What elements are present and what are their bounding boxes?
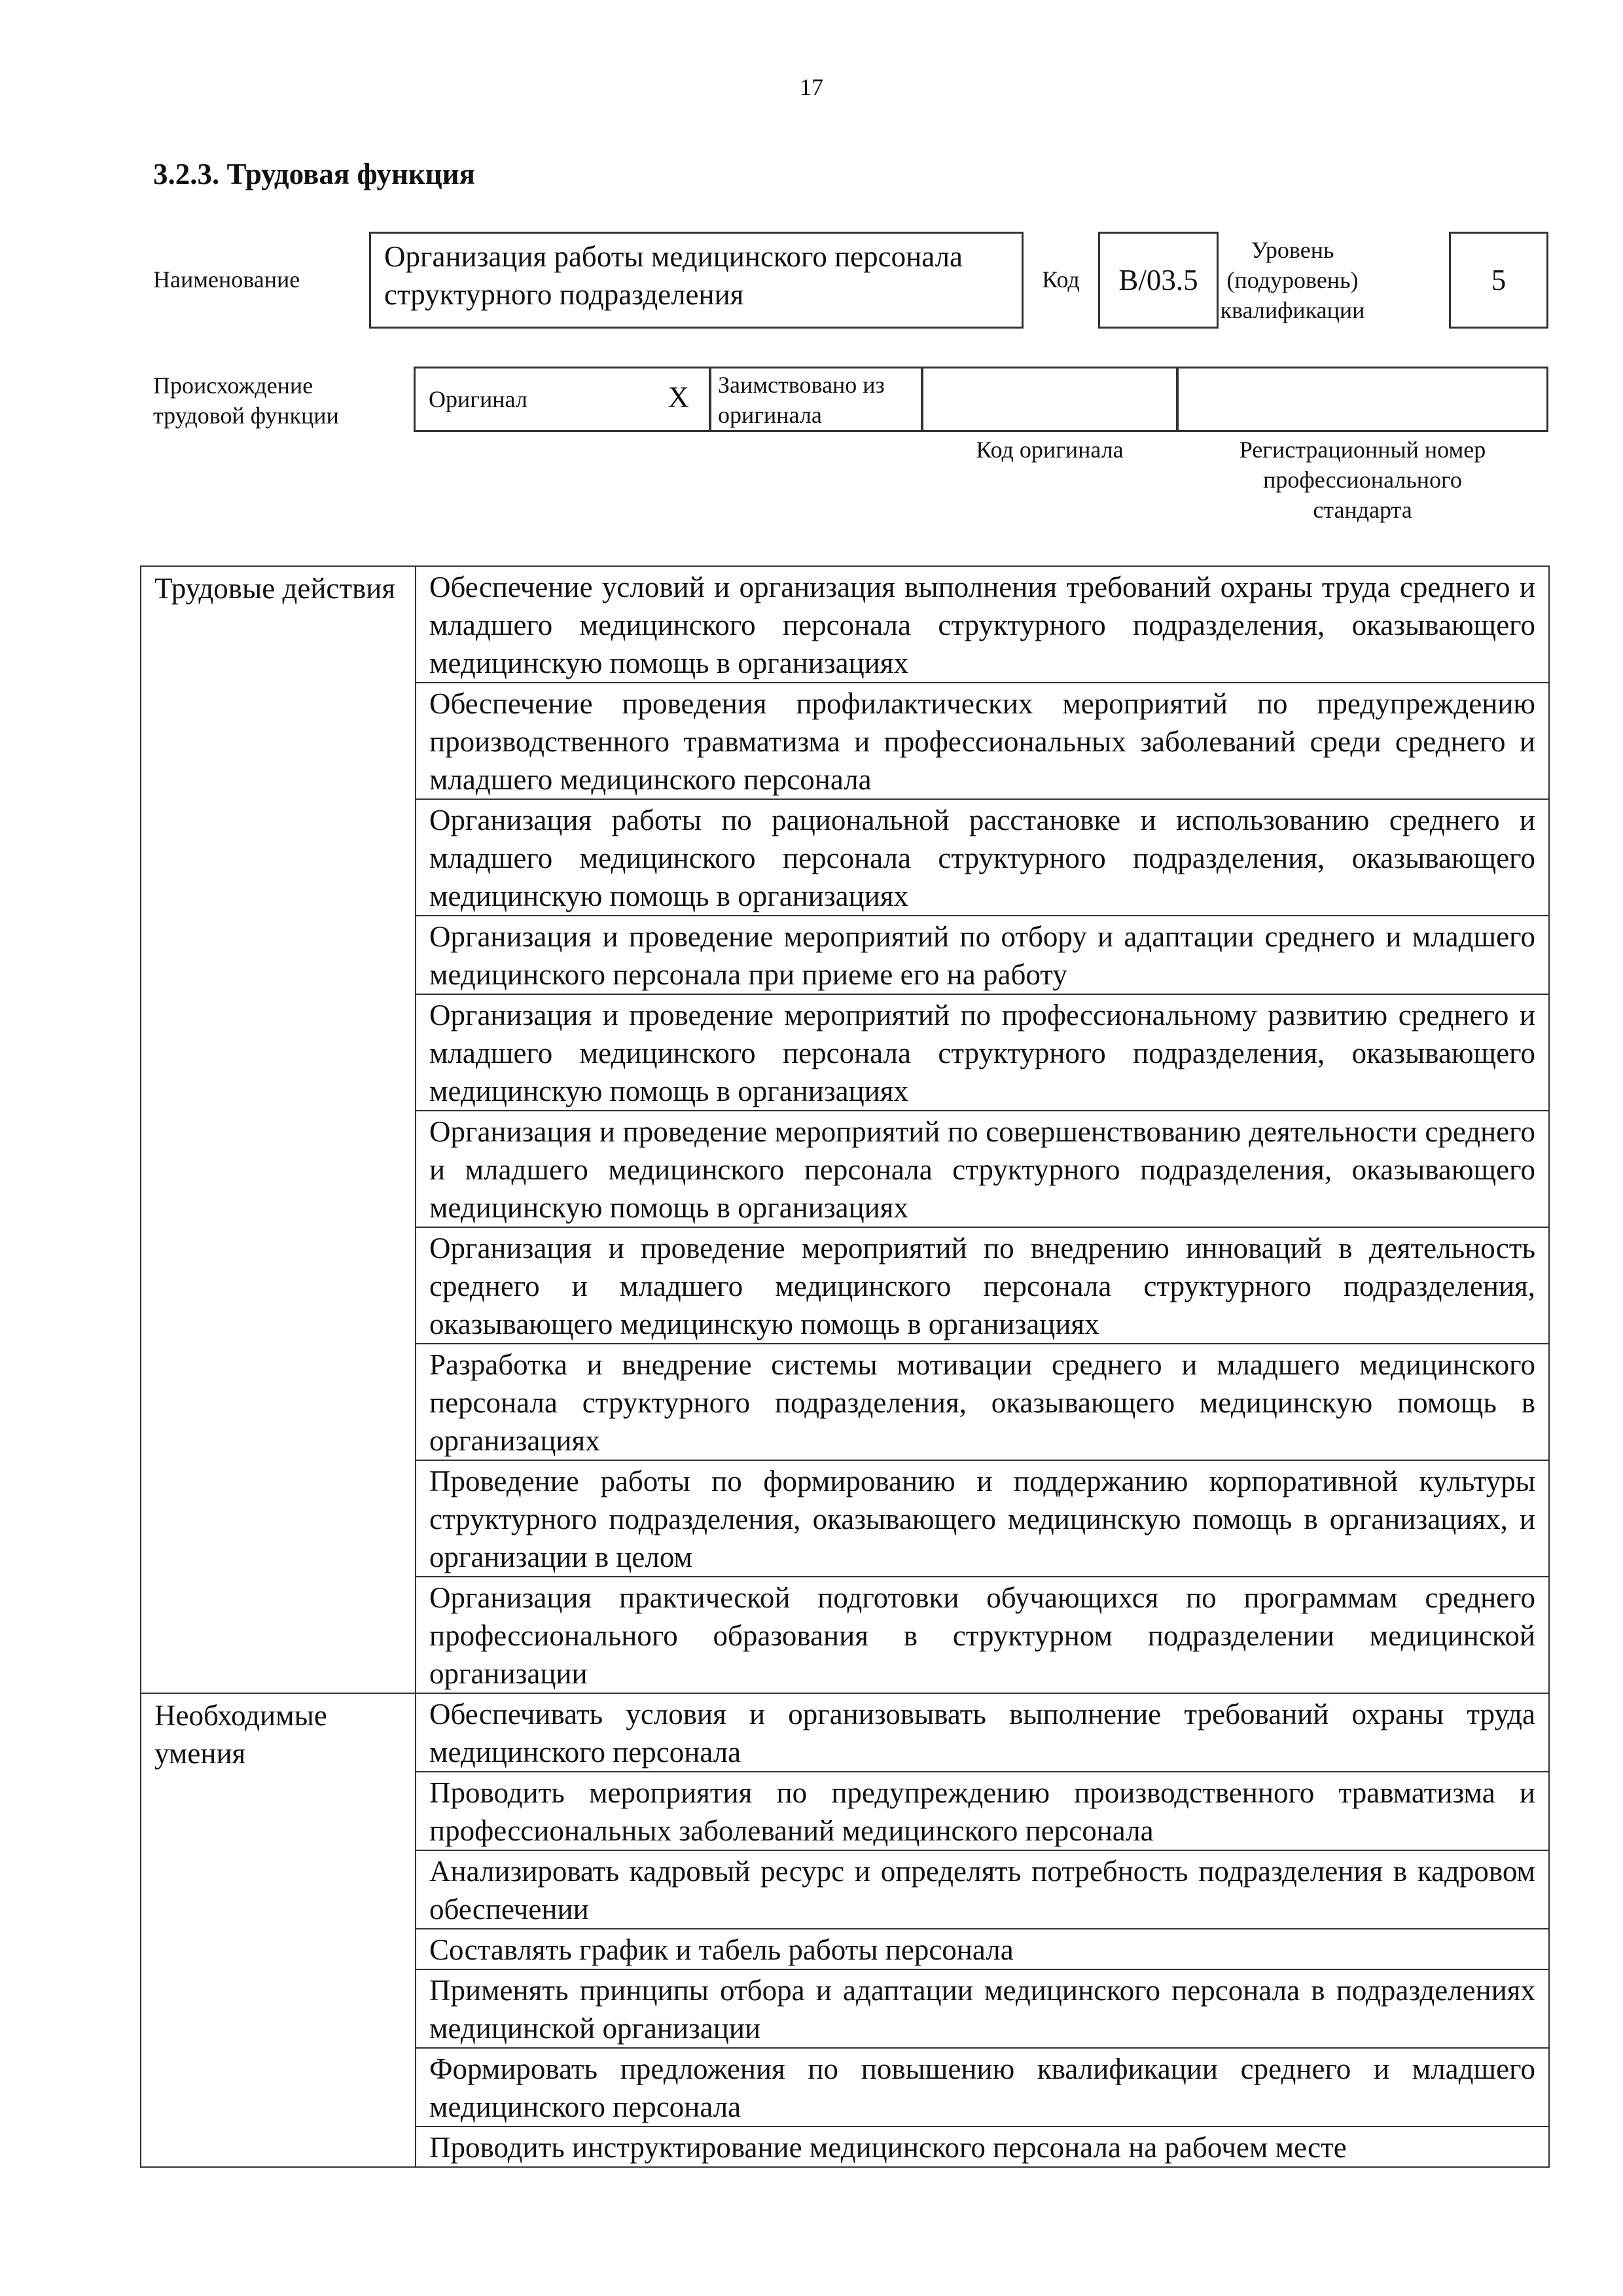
table-row [141,566,1549,683]
level-value: 5 [1491,264,1507,296]
original-cell [414,367,711,432]
borrowed-label: Заимствовано из оригинала [718,372,885,428]
labor-function-table [140,565,1550,2168]
labor-actions-item: Организация и проведение мероприятий по совершенствованию деятельности среднего и младшего медицинского персонала структурного подразделения, оказывающего медицинскую помощь в организациях [416,1111,1549,1227]
labor-actions-item: Разработка и внедрение системы мотивации среднего и младшего медицинского персонала структурного подразделения, оказывающего медицинскую помощь в организациях [416,1344,1549,1460]
required-skills-label: Необходимые умения [141,1693,416,2167]
borrowed-cell [709,367,923,432]
level-label-text: Уровень (подуровень) квалификации [1220,237,1365,323]
required-skills-item: Обеспечивать условия и организовывать выполнение требований охраны труда медицинского персонала [416,1693,1549,1772]
level-value-box [1449,232,1548,329]
name-label: Наименование [153,266,300,293]
section-title: 3.2.3. Трудовая функция [153,158,476,190]
page-number: 17 [800,74,823,100]
labor-actions-item: Организация и проведение мероприятий по профессиональному развитию среднего и младшего медицинского персонала структурного подразделения, оказывающего медицинскую помощь в организациях [416,994,1549,1111]
labor-actions-item: Проведение работы по формированию и поддержанию корпоративной культуры структурного подразделения, оказывающего медицинскую помощь в организациях, и организации в целом [416,1460,1549,1577]
original-label: Оригинал [429,386,527,412]
function-name-box: Организация работы медицинского персонала структурного подразделения [369,232,1024,329]
registration-number-cell [1177,367,1548,432]
required-skills-item: Составлять график и табель работы персонала [416,1929,1549,1969]
required-skills-item: Применять принципы отбора и адаптации медицинского персонала в подразделениях медицинской организации [416,1969,1549,2048]
level-label [1219,232,1366,329]
labor-actions-label: Трудовые действия [141,566,416,1693]
registration-label: Регистрационный номер профессионального стандарта [1239,437,1486,523]
code-value: B/03.5 [1118,264,1198,296]
labor-actions-item: Организация практической подготовки обучающихся по программам среднего профессионального образования в структурном подразделении медицинской организации [416,1577,1549,1693]
labor-actions-item: Обеспечение условий и организация выполнения требований охраны труда среднего и младшего медицинского персонала структурного подразделения, оказывающего медицинскую помощь в организациях [416,566,1549,683]
required-skills-item: Проводить мероприятия по предупреждению производственного травматизма и профессиональных заболеваний медицинского персонала [416,1772,1549,1850]
origin-label: Происхождение трудовой функции [153,372,339,429]
original-code-label: Код оригинала [976,437,1124,463]
code-label: Код [1042,266,1080,293]
labor-actions-item: Организация и проведение мероприятий по внедрению инноваций в деятельность среднего и младшего медицинского персонала структурного подразделения, оказывающего медицинскую помощь в организациях [416,1227,1549,1344]
labor-actions-item: Организация и проведение мероприятий по отбору и адаптации среднего и младшего медицинского персонала при приеме его на работу [416,916,1549,994]
required-skills-item: Формировать предложения по повышению квалификации среднего и младшего медицинского персонала [416,2048,1549,2126]
code-value-box [1098,232,1219,329]
original-mark: X [668,381,689,414]
labor-actions-item: Обеспечение проведения профилактических мероприятий по предупреждению производственного травматизма и профессиональных заболеваний среди среднего и младшего медицинского персонала [416,683,1549,799]
required-skills-item: Проводить инструктирование медицинского персонала на рабочем месте [416,2126,1549,2167]
table-row [141,1693,1549,1772]
required-skills-item: Анализировать кадровый ресурс и определять потребность подразделения в кадровом обеспечении [416,1850,1549,1929]
original-code-cell [921,367,1178,432]
labor-actions-item: Организация работы по рациональной расстановке и использованию среднего и младшего медицинского персонала структурного подразделения, оказывающего медицинскую помощь в организациях [416,799,1549,916]
